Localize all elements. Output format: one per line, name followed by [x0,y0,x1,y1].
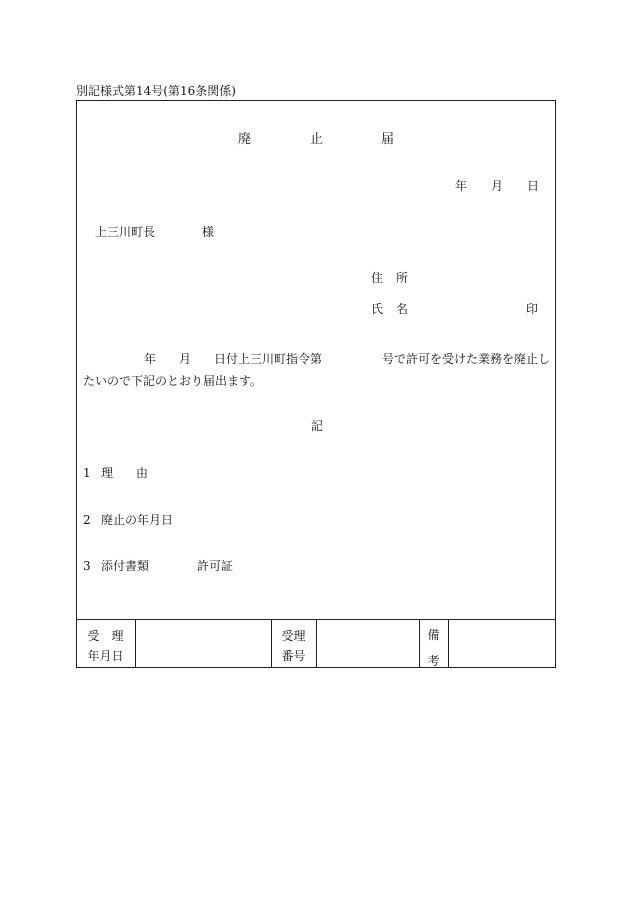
item-1-label-a: 理 [101,466,114,480]
body-year-label: 年 [144,352,157,366]
remarks-label [419,622,448,674]
date-year-label: 年 [455,179,468,193]
title-char-3: 届 [381,132,395,147]
item-2-label: 廃止の年月日 [101,513,174,527]
item-1-label-b: 由 [136,466,149,480]
ki-heading: 記 [311,419,324,433]
remarks-label-line-2: 考 [427,654,440,668]
received-date-label-line-1: 受 理 [87,629,124,643]
body-line-2: たいので下記のとおり届出ます。 [83,374,263,388]
item-3-label: 添付書類 [101,559,150,573]
applicant-name-char-1: 氏 [371,302,384,316]
body-reference-suffix: 号で許可を受けた業務を廃止し [382,352,551,366]
addressee-honorific: 様 [202,225,215,239]
received-date-label [76,626,135,666]
item-2-number: 2 [83,513,91,527]
applicant-address-char-1: 住 [371,271,384,285]
body-reference-prefix: 日付上三川町指令第 [214,352,323,366]
form-number-label: 別記様式第14号(第16条関係) [76,84,236,98]
seal-mark: 印 [526,302,539,316]
received-number-label [271,626,316,666]
remarks-label-line-1: 備 [427,628,440,642]
received-number-field [317,620,419,668]
applicant-address-char-2: 所 [396,271,409,285]
item-3-value: 許可証 [197,559,234,573]
received-date-label-line-2: 年月日 [87,649,124,663]
item-3-number: 3 [83,559,91,573]
addressee-name: 上三川町長 [95,225,156,239]
date-month-label: 月 [491,179,504,193]
applicant-name-char-2: 名 [396,302,409,316]
title-char-1: 廃 [238,132,252,147]
date-day-label: 日 [527,179,540,193]
received-number-label-line-1: 受理 [281,629,306,643]
remarks-field [449,620,555,668]
item-1-number: 1 [83,466,91,480]
title-char-2: 止 [310,132,324,147]
received-number-label-line-2: 番号 [281,649,306,663]
received-date-field [136,620,271,668]
body-month-label: 月 [179,352,192,366]
